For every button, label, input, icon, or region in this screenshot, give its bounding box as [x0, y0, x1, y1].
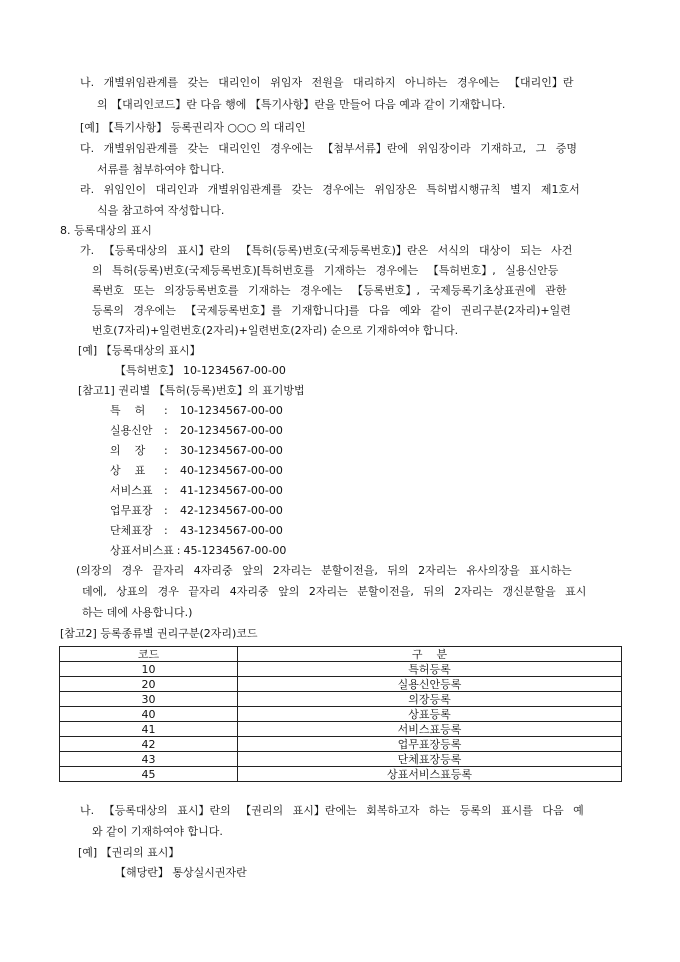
header-code: 코드 — [60, 647, 238, 662]
cell-category: 서비스표등록 — [238, 722, 622, 737]
ref1-sep: : — [164, 424, 168, 437]
ref1-item — [110, 524, 283, 538]
ref1-item — [110, 464, 283, 478]
ref1-label: 실용신안 — [110, 424, 153, 437]
para-na-line1: 나. 개별위임관계를 갖는 대리인이 위임자 전원을 대리하지 아니하는 경우에는 【대리인】란 — [80, 76, 574, 89]
header-category: 구 분 — [238, 647, 622, 662]
para-na-line2: 의 【대리인코드】란 다음 행에 【특기사항】란을 만들어 다음 예과 같이 기재합니다. — [97, 98, 506, 111]
para-ra-line1: 라. 위임인이 대리인과 개별위임관계를 갖는 경우에는 위임장은 특허법시행규칙 별지 제1호서 — [80, 183, 580, 196]
table-row — [60, 737, 622, 752]
table-header-row — [60, 647, 622, 662]
para-ra-line2: 식을 참고하여 작성합니다. — [97, 204, 225, 217]
ref1-code: 10-1234567-00-00 — [180, 404, 283, 417]
cell-category: 특허등록 — [238, 662, 622, 677]
example-special-notes: [예] 【특기사항】 등록권리자 ○○○ 의 대리인 — [80, 121, 306, 134]
cell-code: 43 — [60, 752, 238, 767]
cell-code: 42 — [60, 737, 238, 752]
ref1-item — [110, 504, 283, 518]
ref1-label: 서비스표 — [110, 484, 153, 497]
note-line1: (의장의 경우 끝자리 4자리중 앞의 2자리는 분할이전을, 뒤의 2자리는 유사의장을 표시하는 — [76, 564, 572, 577]
section-8-heading: 8. 등록대상의 표시 — [60, 224, 152, 237]
example-rights-display: [예] 【권리의 표시】 — [78, 846, 180, 859]
ref1-label: 상 표 — [110, 464, 146, 477]
note-line3: 하는 데에 사용합니다.) — [82, 606, 193, 619]
ref1-sep: : — [164, 444, 168, 457]
ref1-item — [110, 404, 283, 418]
para-da-line1: 다. 개별위임관계를 갖는 대리인인 경우에는 【첨부서류】란에 위임장이라 기재하고, 그 증명 — [80, 142, 577, 155]
table-row — [60, 722, 622, 737]
cell-code: 30 — [60, 692, 238, 707]
ref1-code: 20-1234567-00-00 — [180, 424, 283, 437]
table-row — [60, 752, 622, 767]
ref1-sep: : — [164, 504, 168, 517]
para-ga-line4: 등록의 경우에는 【국제등록번호】를 기재합니다]를 다음 예와 같이 권리구분(2자리)+일련 — [92, 304, 571, 317]
ref1-sep: : — [164, 524, 168, 537]
ref1-code: 41-1234567-00-00 — [180, 484, 283, 497]
cell-category: 단체표장등록 — [238, 752, 622, 767]
cell-code: 10 — [60, 662, 238, 677]
cell-code: 45 — [60, 767, 238, 782]
reference-1-title: [참고1] 권리별 【특허(등록)번호】의 표기방법 — [78, 384, 305, 397]
example-patent-number: 【특허번호】 10-1234567-00-00 — [115, 364, 286, 377]
note-line2: 데에, 상표의 경우 끝자리 4자리중 앞의 2자리는 분할이전을, 뒤의 2자리는 갱신분할을 표시 — [82, 585, 587, 598]
example-applicable-field: 【해당란】 통상실시권자란 — [115, 866, 247, 879]
table-row — [60, 662, 622, 677]
para-na2-line2: 와 같이 기재하여야 합니다. — [92, 825, 223, 838]
ref1-item — [110, 444, 283, 458]
ref1-code: 45-1234567-00-00 — [183, 544, 287, 557]
cell-category: 의장등록 — [238, 692, 622, 707]
example-registration-target: [예] 【등록대상의 표시】 — [78, 344, 201, 357]
ref1-label: 특 허 — [110, 404, 146, 417]
ref1-item — [110, 424, 283, 438]
para-ga-line3: 록번호 또는 의장등록번호를 기재하는 경우에는 【등록번호】, 국제등록기초상표권에 관한 — [92, 284, 567, 297]
ref1-label: 업무표장 — [110, 504, 153, 517]
ref1-sep: : — [176, 544, 181, 557]
table-row — [60, 692, 622, 707]
ref1-sep: : — [164, 464, 168, 477]
ref1-code: 42-1234567-00-00 — [180, 504, 283, 517]
ref1-sep: : — [164, 484, 168, 497]
table-row — [60, 767, 622, 782]
para-ga-line2: 의 특허(등록)번호(국제등록번호)[특허번호를 기재하는 경우에는 【특허번호】, 실용신안등 — [92, 264, 559, 277]
cell-code: 40 — [60, 707, 238, 722]
para-da-line2: 서류를 첨부하여야 합니다. — [97, 163, 225, 176]
ref1-item — [110, 544, 286, 558]
para-ga-line1: 가. 【등록대상의 표시】란의 【특허(등록)번호(국제등록번호)】란은 서식의 대상이 되는 사건 — [80, 244, 573, 257]
ref1-label: 단체표장 — [110, 524, 153, 537]
table-row — [60, 677, 622, 692]
cell-category: 상표서비스표등록 — [238, 767, 622, 782]
table-row — [60, 707, 622, 722]
ref1-code: 43-1234567-00-00 — [180, 524, 283, 537]
ref1-code: 30-1234567-00-00 — [180, 444, 283, 457]
para-ga-line5: 번호(7자리)+일련번호(2자리)+일련번호(2자리) 순으로 기재하여야 합니다. — [92, 324, 459, 337]
ref1-item — [110, 484, 283, 498]
rights-code-table — [59, 646, 622, 782]
cell-code: 41 — [60, 722, 238, 737]
cell-category: 업무표장등록 — [238, 737, 622, 752]
para-na2-line1: 나. 【등록대상의 표시】란의 【권리의 표시】란에는 회복하고자 하는 등록의 표시를 다음 예 — [80, 804, 584, 817]
cell-code: 20 — [60, 677, 238, 692]
ref1-sep: : — [164, 404, 168, 417]
reference-2-title: [참고2] 등록종류별 권리구분(2자리)코드 — [60, 627, 258, 640]
cell-category: 상표등록 — [238, 707, 622, 722]
ref1-label: 상표서비스표 — [110, 544, 174, 557]
cell-category: 실용신안등록 — [238, 677, 622, 692]
ref1-code: 40-1234567-00-00 — [180, 464, 283, 477]
ref1-label: 의 장 — [110, 444, 146, 457]
